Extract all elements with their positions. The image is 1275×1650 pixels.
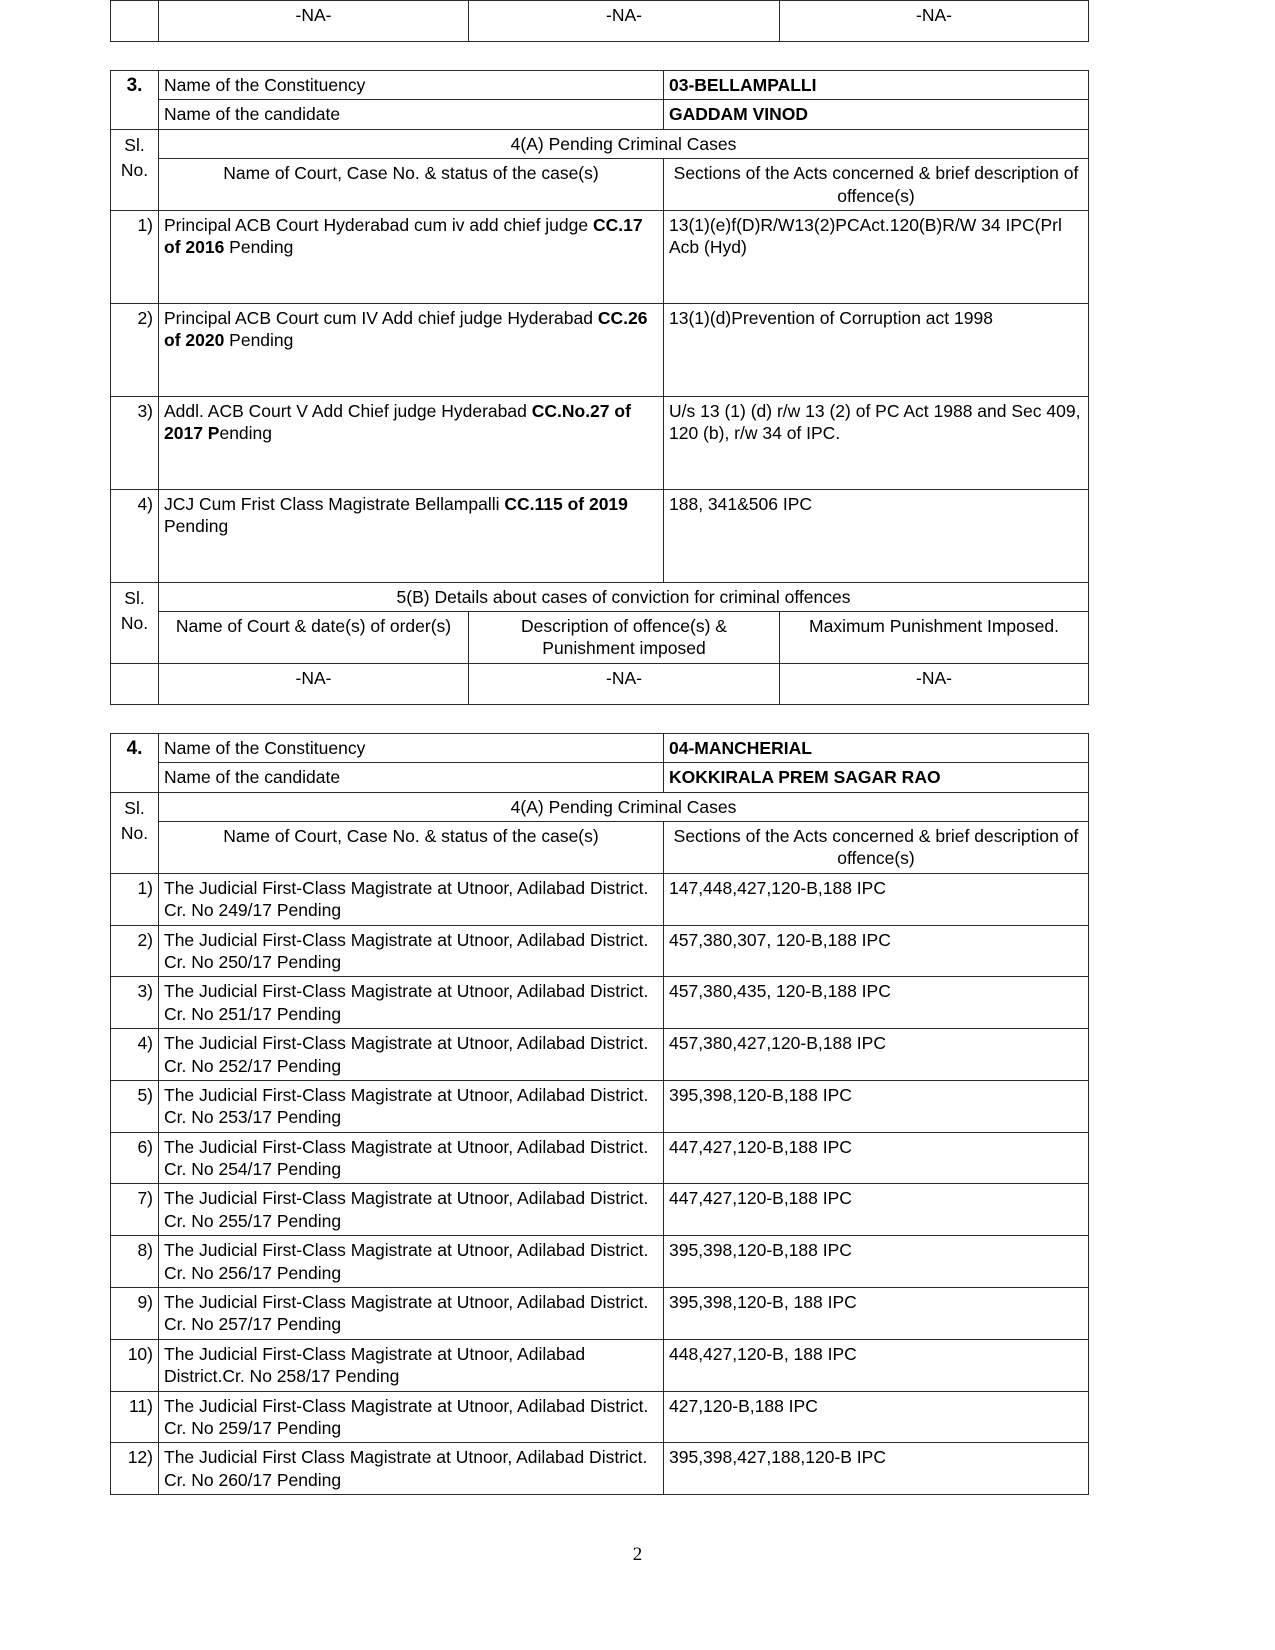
conviction-sl-no [111,663,159,704]
case-sl-no: 2) [111,303,159,396]
case-court-detail: The Judicial First-Class Magistrate at Utnoor, Adilabad District. Cr. No 255/17 Pending [159,1184,664,1236]
case-court-detail: The Judicial First-Class Magistrate at Utnoor, Adilabad District. Cr. No 256/17 Pending [159,1236,664,1288]
table-row-case [111,1288,1089,1340]
label-candidate: Name of the candidate [159,100,664,129]
case-sl-no: 9) [111,1288,159,1340]
case-sl-no: 11) [111,1391,159,1443]
conviction-offence: -NA- [469,663,780,704]
case-sections: 147,448,427,120-B,188 IPC [664,873,1089,925]
case-court-detail: The Judicial First-Class Magistrate at Utnoor, Adilabad District. Cr. No 250/17 Pending [159,925,664,977]
table-row-conviction [111,663,1089,704]
case-sl-no: 2) [111,925,159,977]
case-court-detail: The Judicial First-Class Magistrate at Utnoor, Adilabad District. Cr. No 252/17 Pending [159,1029,664,1081]
table-row-case [111,1184,1089,1236]
label-candidate: Name of the candidate [159,763,664,792]
case-court-detail: The Judicial First-Class Magistrate at Utnoor, Adilabad District. Cr. No 259/17 Pending [159,1391,664,1443]
table-row-case [111,1080,1089,1132]
case-sections: 395,398,427,188,120-B IPC [664,1443,1089,1495]
pending-cases-heading: 4(A) Pending Criminal Cases [159,129,1089,158]
table-gap-2 [110,705,1088,733]
case-sections: 457,380,427,120-B,188 IPC [664,1029,1089,1081]
table-row-case [111,873,1089,925]
case-sections: 427,120-B,188 IPC [664,1391,1089,1443]
column-header-court-order: Name of Court & date(s) of order(s) [159,612,469,664]
table-row-case [111,489,1089,582]
case-court-detail: The Judicial First-Class Magistrate at Utnoor, Adilabad District. Cr. No 253/17 Pending [159,1080,664,1132]
case-sections: 188, 341&506 IPC [664,489,1089,582]
case-court-detail: The Judicial First-Class Magistrate at Utnoor, Adilabad District. Cr. No 254/17 Pending [159,1132,664,1184]
case-sl-no: 1) [111,210,159,303]
column-header-court-case: Name of Court, Case No. & status of the case(s) [159,822,664,874]
table-row-pending-heading [111,129,1089,158]
na-cell-court: -NA- [159,1,469,42]
table-row-case [111,210,1089,303]
table-row-case [111,396,1089,489]
case-sl-no: 10) [111,1339,159,1391]
conviction-heading: 5(B) Details about cases of conviction for criminal offences [159,582,1089,611]
sl-no-header [111,582,159,663]
case-sl-no: 1) [111,873,159,925]
case-sl-no: 4) [111,489,159,582]
sl-label: Sl. [124,797,145,818]
document-body [110,0,1088,1495]
table-gap-1 [110,42,1088,70]
case-sl-no: 12) [111,1443,159,1495]
label-constituency: Name of the Constituency [159,71,664,100]
case-court-detail: Addl. ACB Court V Add Chief judge Hyderabad CC.No.27 of 2017 Pending [159,396,664,489]
case-sections: 448,427,120-B, 188 IPC [664,1339,1089,1391]
entry-index: 3. [111,71,159,130]
value-candidate: GADDAM VINOD [664,100,1089,129]
column-header-sections: Sections of the Acts concerned & brief description of offence(s) [664,822,1089,874]
case-sections: U/s 13 (1) (d) r/w 13 (2) of PC Act 1988 and Sec 409, 120 (b), r/w 34 of IPC. [664,396,1089,489]
entry-index: 4. [111,733,159,792]
table-row-pending-columns [111,822,1089,874]
column-header-offence-punishment: Description of offence(s) & Punishment imposed [469,612,780,664]
case-sl-no: 3) [111,396,159,489]
sl-no-header [111,792,159,873]
table-row-case [111,1443,1089,1495]
table-row-pending-heading [111,792,1089,821]
column-header-max-punishment: Maximum Punishment Imposed. [780,612,1089,664]
case-court-detail: JCJ Cum Frist Class Magistrate Bellampalli CC.115 of 2019 Pending [159,489,664,582]
value-constituency: 03-BELLAMPALLI [664,71,1089,100]
sl-no-header [111,129,159,210]
value-constituency: 04-MANCHERIAL [664,733,1089,762]
case-sl-no: 3) [111,977,159,1029]
continued-na-table [110,0,1089,42]
conviction-court: -NA- [159,663,469,704]
sl-label: Sl. [124,134,145,155]
pending-cases-heading: 4(A) Pending Criminal Cases [159,792,1089,821]
candidate-block-4 [110,733,1089,1495]
page-number: 2 [632,1544,643,1565]
case-sl-no: 5) [111,1080,159,1132]
case-sections: 395,398,120-B,188 IPC [664,1080,1089,1132]
case-court-detail: The Judicial First-Class Magistrate at Utnoor, Adilabad District. Cr. No 249/17 Pending [159,873,664,925]
column-header-court-case: Name of Court, Case No. & status of the case(s) [159,159,664,211]
case-sections: 447,427,120-B,188 IPC [664,1132,1089,1184]
no-label: No. [120,822,149,843]
case-court-detail: The Judicial First Class Magistrate at Utnoor, Adilabad District. Cr. No 260/17 Pending [159,1443,664,1495]
case-sections: 457,380,435, 120-B,188 IPC [664,977,1089,1029]
table-row-case [111,1132,1089,1184]
case-court-detail: The Judicial First-Class Magistrate at Utnoor, Adilabad District. Cr. No 257/17 Pending [159,1288,664,1340]
table-row-pending-columns [111,159,1089,211]
case-sl-no: 4) [111,1029,159,1081]
case-sections: 13(1)(e)f(D)R/W13(2)PCAct.120(B)R/W 34 IPC(Prl Acb (Hyd) [664,210,1089,303]
sl-label: Sl. [124,587,145,608]
candidate-block-3 [110,70,1089,583]
table-row-case [111,1339,1089,1391]
table-row-case [111,1391,1089,1443]
table-row-candidate [111,100,1089,129]
no-label: No. [120,160,149,181]
case-sl-no: 8) [111,1236,159,1288]
conviction-block-3 [110,582,1089,705]
label-constituency: Name of the Constituency [159,733,664,762]
column-header-sections: Sections of the Acts concerned & brief description of offence(s) [664,159,1089,211]
no-label: No. [120,613,149,634]
sl-no-cell [111,1,159,42]
case-sections: 395,398,120-B, 188 IPC [664,1288,1089,1340]
table-row-constituency [111,733,1089,762]
case-sl-no: 7) [111,1184,159,1236]
case-sections: 447,427,120-B,188 IPC [664,1184,1089,1236]
table-row [111,1,1089,42]
case-court-detail: Principal ACB Court Hyderabad cum iv add chief judge CC.17 of 2016 Pending [159,210,664,303]
na-cell-offence: -NA- [469,1,780,42]
case-court-detail: Principal ACB Court cum IV Add chief judge Hyderabad CC.26 of 2020 Pending [159,303,664,396]
case-court-detail: The Judicial First-Class Magistrate at Utnoor, Adilabad District.Cr. No 258/17 Pending [159,1339,664,1391]
table-row-constituency [111,71,1089,100]
case-sections: 395,398,120-B,188 IPC [664,1236,1089,1288]
table-row-candidate [111,763,1089,792]
table-row-case [111,303,1089,396]
na-cell-punishment: -NA- [780,1,1089,42]
table-row-conviction-heading [111,582,1089,611]
table-row-conviction-columns [111,612,1089,664]
table-row-case [111,977,1089,1029]
table-row-case [111,1236,1089,1288]
table-row-case [111,1029,1089,1081]
case-court-detail: The Judicial First-Class Magistrate at Utnoor, Adilabad District. Cr. No 251/17 Pending [159,977,664,1029]
case-sections: 13(1)(d)Prevention of Corruption act 1998 [664,303,1089,396]
case-sections: 457,380,307, 120-B,188 IPC [664,925,1089,977]
table-row-case [111,925,1089,977]
value-candidate: KOKKIRALA PREM SAGAR RAO [664,763,1089,792]
conviction-max-punishment: -NA- [780,663,1089,704]
case-sl-no: 6) [111,1132,159,1184]
